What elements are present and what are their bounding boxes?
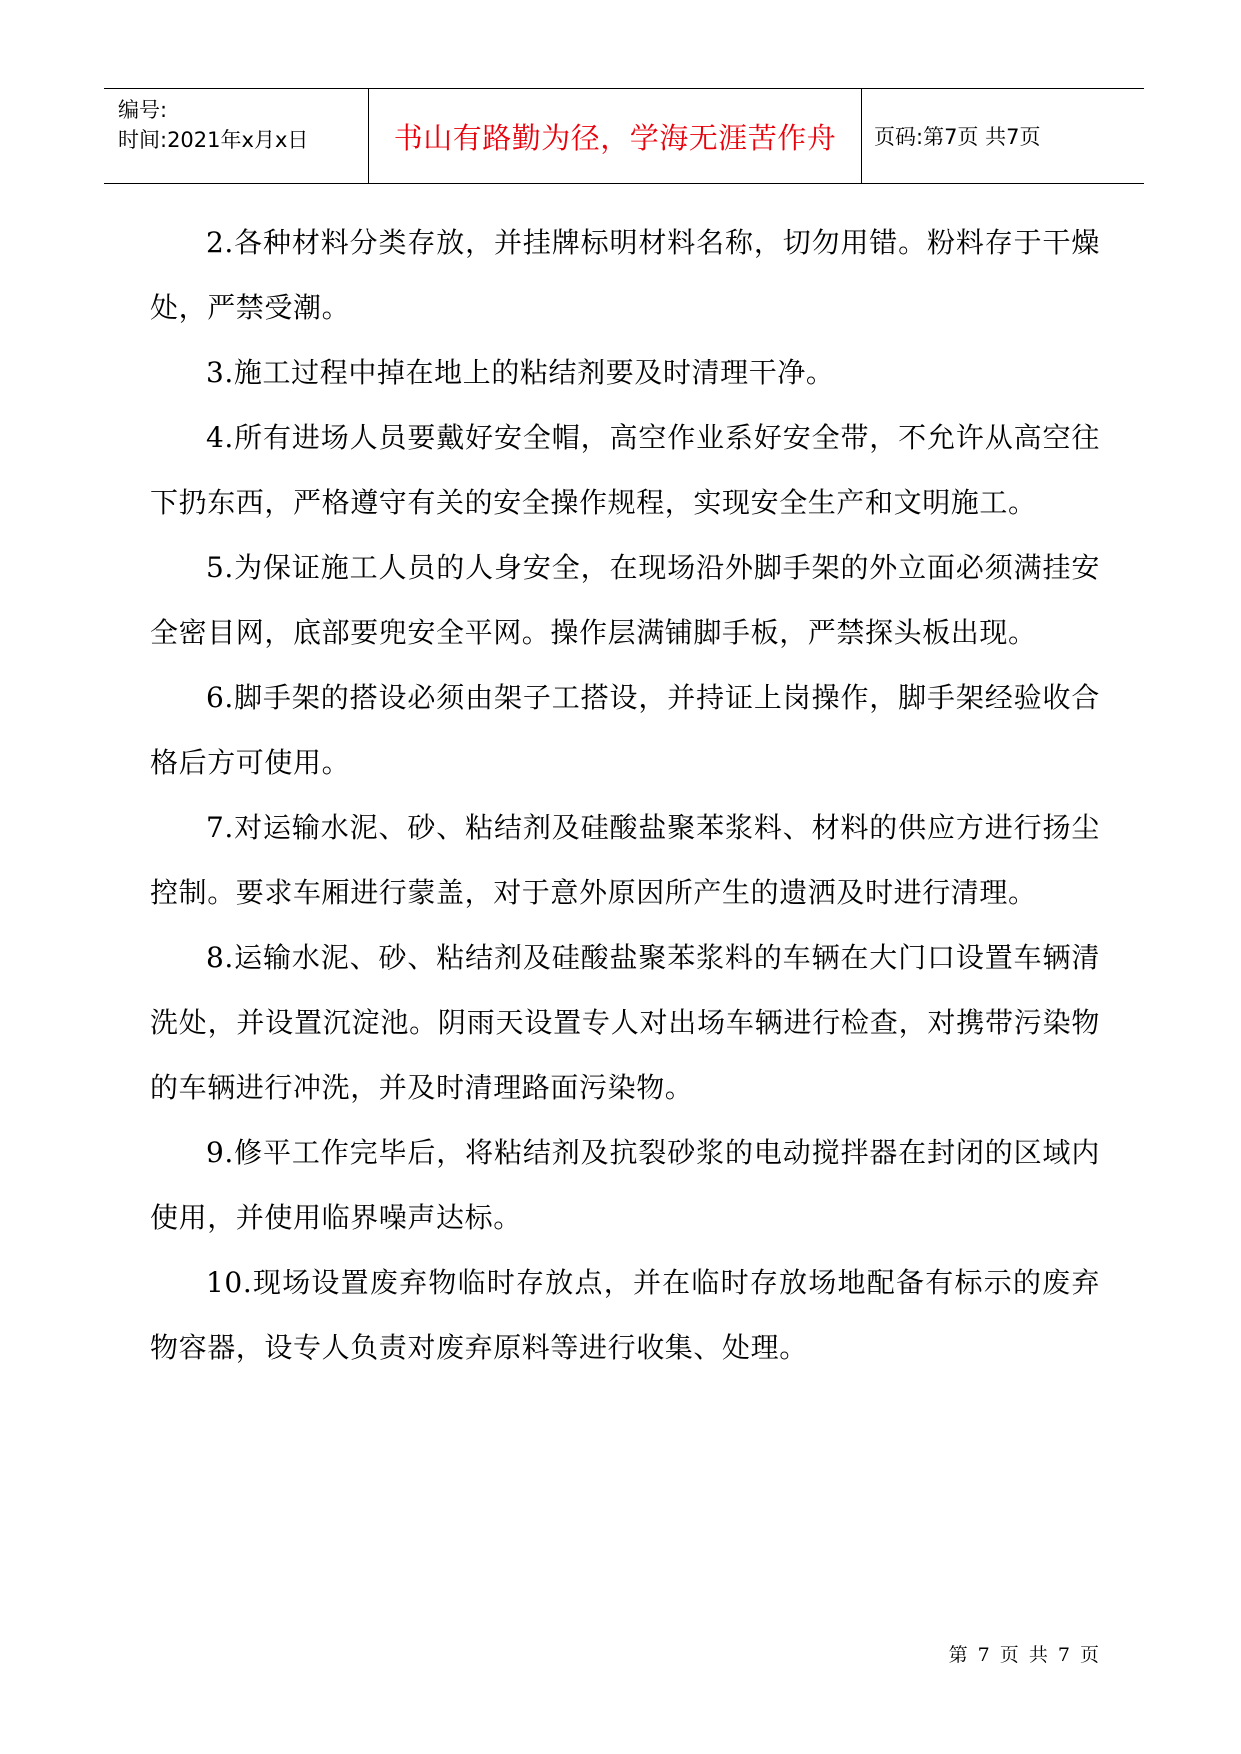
document-body: [150, 210, 1100, 1380]
paragraph: 6.脚手架的搭设必须由架子工搭设，并持证上岗操作，脚手架经验收合格后方可使用。: [150, 681, 1100, 779]
paragraph: 7.对运输水泥、砂、粘结剂及硅酸盐聚苯浆料、材料的供应方进行扬尘控制。要求车厢进行蒙盖，对于意外原因所产生的遗洒及时进行清理。: [150, 811, 1100, 909]
header-page-code: 页码:第7页 共7页: [874, 125, 1041, 149]
footer-page-info: 第 7 页 共 7 页: [948, 1644, 1101, 1666]
paragraph: 3.施工过程中掉在地上的粘结剂要及时清理干净。: [206, 356, 835, 389]
header-meta-cell: [104, 89, 369, 183]
header-motto: 书山有路勤为径，学海无涯苦作舟: [393, 120, 837, 155]
document-number-label: 编号:: [118, 98, 168, 122]
page-footer: [949, 1640, 1101, 1667]
paragraph: 8.运输水泥、砂、粘结剂及硅酸盐聚苯浆料的车辆在大门口设置车辆清洗处，并设置沉淀池。阴雨天设置专人对出场车辆进行检查，对携带污染物的车辆进行冲洗，并及时清理路面污染物。: [150, 941, 1100, 1104]
document-time-label: 时间:2021年x月x日: [118, 128, 309, 152]
paragraph: 9.修平工作完毕后，将粘结剂及抗裂砂浆的电动搅拌器在封闭的区域内使用，并使用临界噪声达标。: [150, 1136, 1100, 1234]
header-page-cell: [862, 89, 1144, 183]
document-header: [104, 88, 1144, 184]
header-motto-cell: [369, 89, 862, 183]
paragraph: 4.所有进场人员要戴好安全帽，高空作业系好安全带，不允许从高空往下扔东西，严格遵守有关的安全操作规程，实现安全生产和文明施工。: [150, 421, 1100, 519]
paragraph: 2.各种材料分类存放，并挂牌标明材料名称，切勿用错。粉料存于干燥处，严禁受潮。: [150, 226, 1100, 324]
paragraph: 10.现场设置废弃物临时存放点，并在临时存放场地配备有标示的废弃物容器，设专人负责对废弃原料等进行收集、处理。: [150, 1266, 1100, 1364]
paragraph: 5.为保证施工人员的人身安全，在现场沿外脚手架的外立面必须满挂安全密目网，底部要兜安全平网。操作层满铺脚手板，严禁探头板出现。: [150, 551, 1100, 649]
